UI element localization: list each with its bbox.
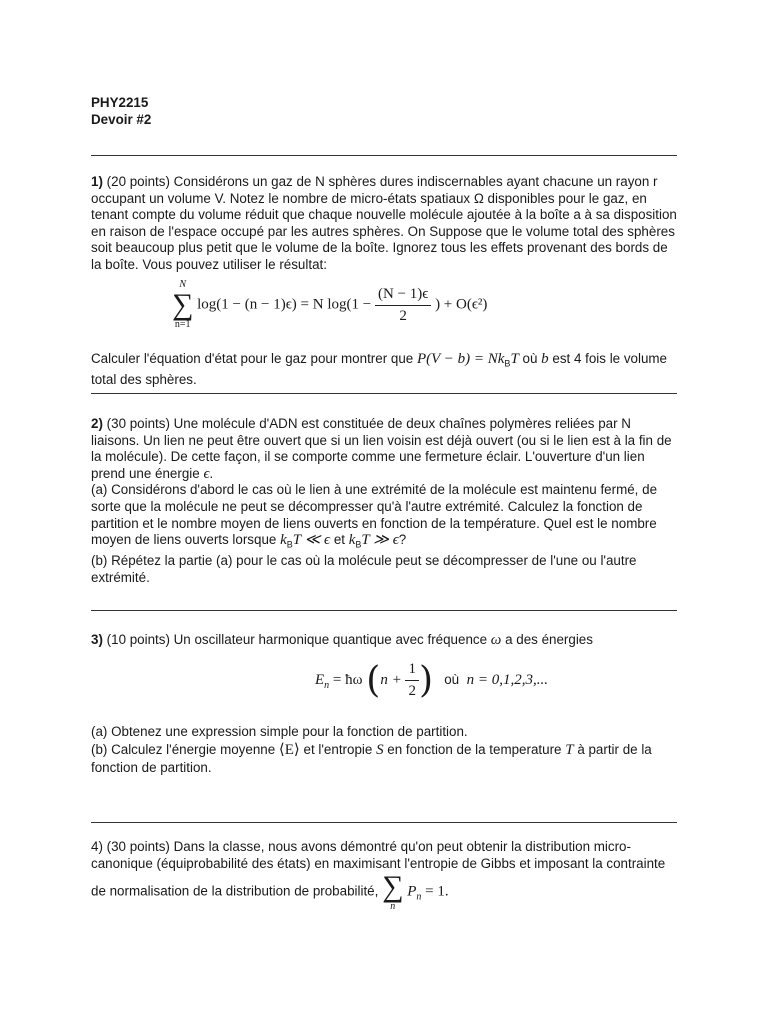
question-text: (20 points) Considérons un gaz de N sphères dures indiscernables ayant chacune un rayon r occupant un volume V. Notez le nombre de micro-états spatiaux Ω disponibles pour le gaz, en tenant compte du volume réduit que chaque nouvelle molécule ajoutée à la boîte a à sa disposition en raison de l'espace occupé par les autres sphères. On Suppose que le volume total des sphères soit beaucoup plus petit que le volume de la boîte. Ignorez tous les effets provenant des bords de la boîte. Vous pouvez utiliser le résultat: bbox=[91, 174, 677, 272]
question-1 bbox=[91, 174, 681, 274]
question-2: 2) (30 points) Une molécule d'ADN est constituée de deux chaînes polymères reliées par N liaisons. Un lien ne peut être ouvert que si un lien voisin est déjà ouvert (ou si le lien est à la fin de la molécule). De cette façon, il se comporte comme une fermeture éclair. L'ouverture d'un lien prend une énergie ϵ. (a) Considérons d'abord le cas où le lien à une extrémité de la molécule est maintenu fermé, de sorte que la molécule ne peut se décompresser qu'à l'autre extrémité. Calculez la fonction de partition et le nombre moyen de liens ouverts en fonction de la température. Quel est le nombre moyen de liens ouverts lorsque $k_BT$ ≪ ϵ et $k_BT$ ≫ ϵ? (b) Répétez la partie (a) pour le cas où la molécule peut se décompresser de l'une ou l'autre extrémité. bbox=[91, 416, 672, 586]
assignment-title: Devoir #2 bbox=[91, 112, 152, 127]
separator-line bbox=[91, 822, 677, 823]
question-3-parts bbox=[91, 722, 681, 776]
equation-oscillator-energy: $E_n$ = ħω (n + $\frac{1}{2}$ ) où n = 0,1,2,3,... bbox=[315, 660, 549, 701]
equation-sum-log: N ∑ n=1 log(1 − (n − 1)ϵ) = N log(1 − $\frac{(N - 1)\epsilon}{2}$ ) + O(ϵ²) bbox=[172, 279, 488, 330]
part-b: (b) Calculez l'énergie moyenne ⟨E⟩ et l'entropie S en fonction de la temperature T à partir de la fonction de partition. bbox=[91, 742, 652, 775]
fraction: $\frac{(N - 1)\epsilon}{2}$ bbox=[375, 286, 431, 325]
separator-line bbox=[91, 155, 677, 156]
question-1-conclusion: Calculer l'équation d'état pour le gaz pour montrer que $P(V - b) = Nk_BT$ où b est 4 fois le volume total des sphères. bbox=[91, 351, 668, 388]
separator-line bbox=[91, 610, 677, 611]
question-4: 4) (30 points) Dans la classe, nous avons démontré qu'on peut obtenir la distribution micro-canonique (équiprobabilité des états) en maximisant l'entropie de Gibbs et imposant la contrainte de normalisation de la distribution de probabilité, ∑ n $P_n = 1$. bbox=[91, 839, 666, 913]
question-number: 3) bbox=[91, 632, 103, 647]
separator-line bbox=[91, 393, 677, 394]
summation: N ∑ n=1 bbox=[172, 279, 194, 330]
question-3: 3) (10 points) Un oscillateur harmonique quantique avec fréquence ω a des énergies bbox=[91, 632, 593, 648]
document-header bbox=[91, 94, 151, 128]
question-number: 2) bbox=[91, 416, 103, 431]
normalization-sum: ∑ n $P_n = 1$. bbox=[382, 870, 449, 913]
fraction: $\frac{1}{2}$ bbox=[405, 661, 419, 700]
part-a: (a) Obtenez une expression simple pour la fonction de partition. bbox=[91, 724, 468, 739]
course-code: PHY2215 bbox=[91, 95, 149, 110]
question-number: 1) bbox=[91, 174, 103, 189]
